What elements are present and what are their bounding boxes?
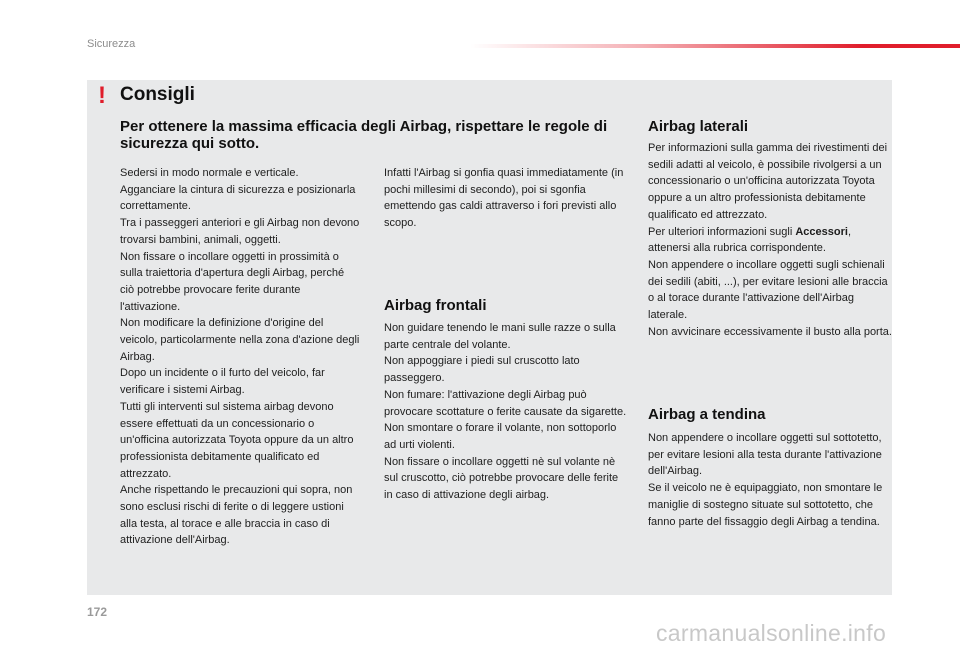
tip-line bbox=[648, 224, 892, 257]
tip-line: Non smontare o forare il volante, non sottoporlo ad urti violenti. bbox=[384, 422, 617, 451]
tip-line: Non appendere o incollare oggetti sul sottotetto, per evitare lesioni alla testa durante l'attivazione dell'Airbag. bbox=[648, 432, 882, 478]
tip-line: Agganciare la cintura di sicurezza e posizionarla correttamente. bbox=[120, 183, 356, 213]
tip-line: Non modificare la definizione d'origine del veicolo, particolarmente nella zona d'azione degli Airbag. bbox=[120, 317, 360, 363]
frontali-column bbox=[384, 320, 629, 504]
tendina-heading: Airbag a tendina bbox=[648, 406, 766, 423]
inflation-text: Infatti l'Airbag si gonfia quasi immediatamente (in pochi millesimi di secondo), poi si sgonfia emettendo gas caldi attraverso i fori previsti allo scopo. bbox=[384, 167, 624, 230]
tip-line: Non appendere o incollare oggetti sugli schienali dei sedili (abiti, ...), per evitare lesioni alle braccia o al torace durante l'attivazione dell'Airbag laterale. bbox=[648, 258, 888, 322]
tip-line: Sedersi in modo normale e verticale. bbox=[120, 167, 299, 179]
tip-line: Dopo un incidente o il furto del veicolo, far verificare i sistemi Airbag. bbox=[120, 367, 325, 397]
page-number: 172 bbox=[87, 605, 108, 619]
tip-line: Tutti gli interventi sul sistema airbag devono essere effettuati da un concessionario o un'officina autorizzata Toyota oppure da un altro professionista debitamente qualificato ed attrezzato. bbox=[120, 400, 354, 480]
watermark: carmanualsonline.info bbox=[656, 620, 887, 646]
intro-heading: Per ottenere la massima efficacia degli Airbag, rispettare le regole di sicurezza qui sotto. bbox=[120, 118, 608, 152]
tip-line: Se il veicolo ne è equipaggiato, non smontare le maniglie di sostegno situate sul sottotetto, che fanno parte del fissaggio degli Airbag a tendina. bbox=[648, 482, 883, 528]
tip-line: Non fissare o incollare oggetti in prossimità o sulla traiettoria d'apertura degli Airbag, perché ciò potrebbe provocare ferite durante l'attivazione. bbox=[120, 250, 345, 313]
tip-line: Non guidare tenendo le mani sulle razze o sulla parte centrale del volante. bbox=[384, 322, 616, 351]
tip-line: Anche rispettando le precauzioni qui sopra, non sono esclusi rischi di ferite o di leggere ustioni alla testa, al torace e alle braccia in caso di attivazione dell'Airbag. bbox=[120, 484, 353, 547]
general-tips-column bbox=[120, 165, 360, 549]
tip-line: Non fumare: l'attivazione degli Airbag può provocare scottature o ferite causate da sigarette. bbox=[384, 388, 627, 418]
tip-line: Non appoggiare i piedi sul cruscotto lato passeggero. bbox=[384, 355, 580, 385]
panel-title: Consigli bbox=[120, 84, 195, 105]
tip-line: Tra i passeggeri anteriori e gli Airbag non devono trovarsi bambini, animali, oggetti. bbox=[120, 217, 360, 246]
text-run: Per ulteriori informazioni sugli bbox=[648, 225, 796, 238]
text-run: , attenersi alla rubrica corrispondente. bbox=[648, 225, 851, 255]
inflation-note bbox=[384, 165, 624, 232]
tip-line: Non fissare o incollare oggetti nè sul volante nè sul cruscotto, ciò potrebbe provocare delle ferite in caso di attivazione degli airbag. bbox=[384, 455, 619, 502]
section-label: Sicurezza bbox=[87, 38, 136, 50]
laterali-column bbox=[648, 140, 892, 340]
header-accent-line bbox=[470, 44, 960, 48]
accessori-reference: Accessori bbox=[795, 225, 848, 238]
warning-icon: ! bbox=[98, 82, 106, 109]
laterali-heading: Airbag laterali bbox=[648, 118, 749, 135]
tip-line: Non avvicinare eccessivamente il busto alla porta. bbox=[648, 325, 892, 338]
tip-line: Per informazioni sulla gamma dei rivestimenti dei sedili adatti al veicolo, è possibile rivolgersi a un concessionario o un'officina autorizzata Toyota oppure a un altro professionista debitamente qualificato ed attrezzato. bbox=[648, 142, 888, 221]
frontali-heading: Airbag frontali bbox=[384, 297, 487, 314]
tendina-column bbox=[648, 430, 892, 530]
